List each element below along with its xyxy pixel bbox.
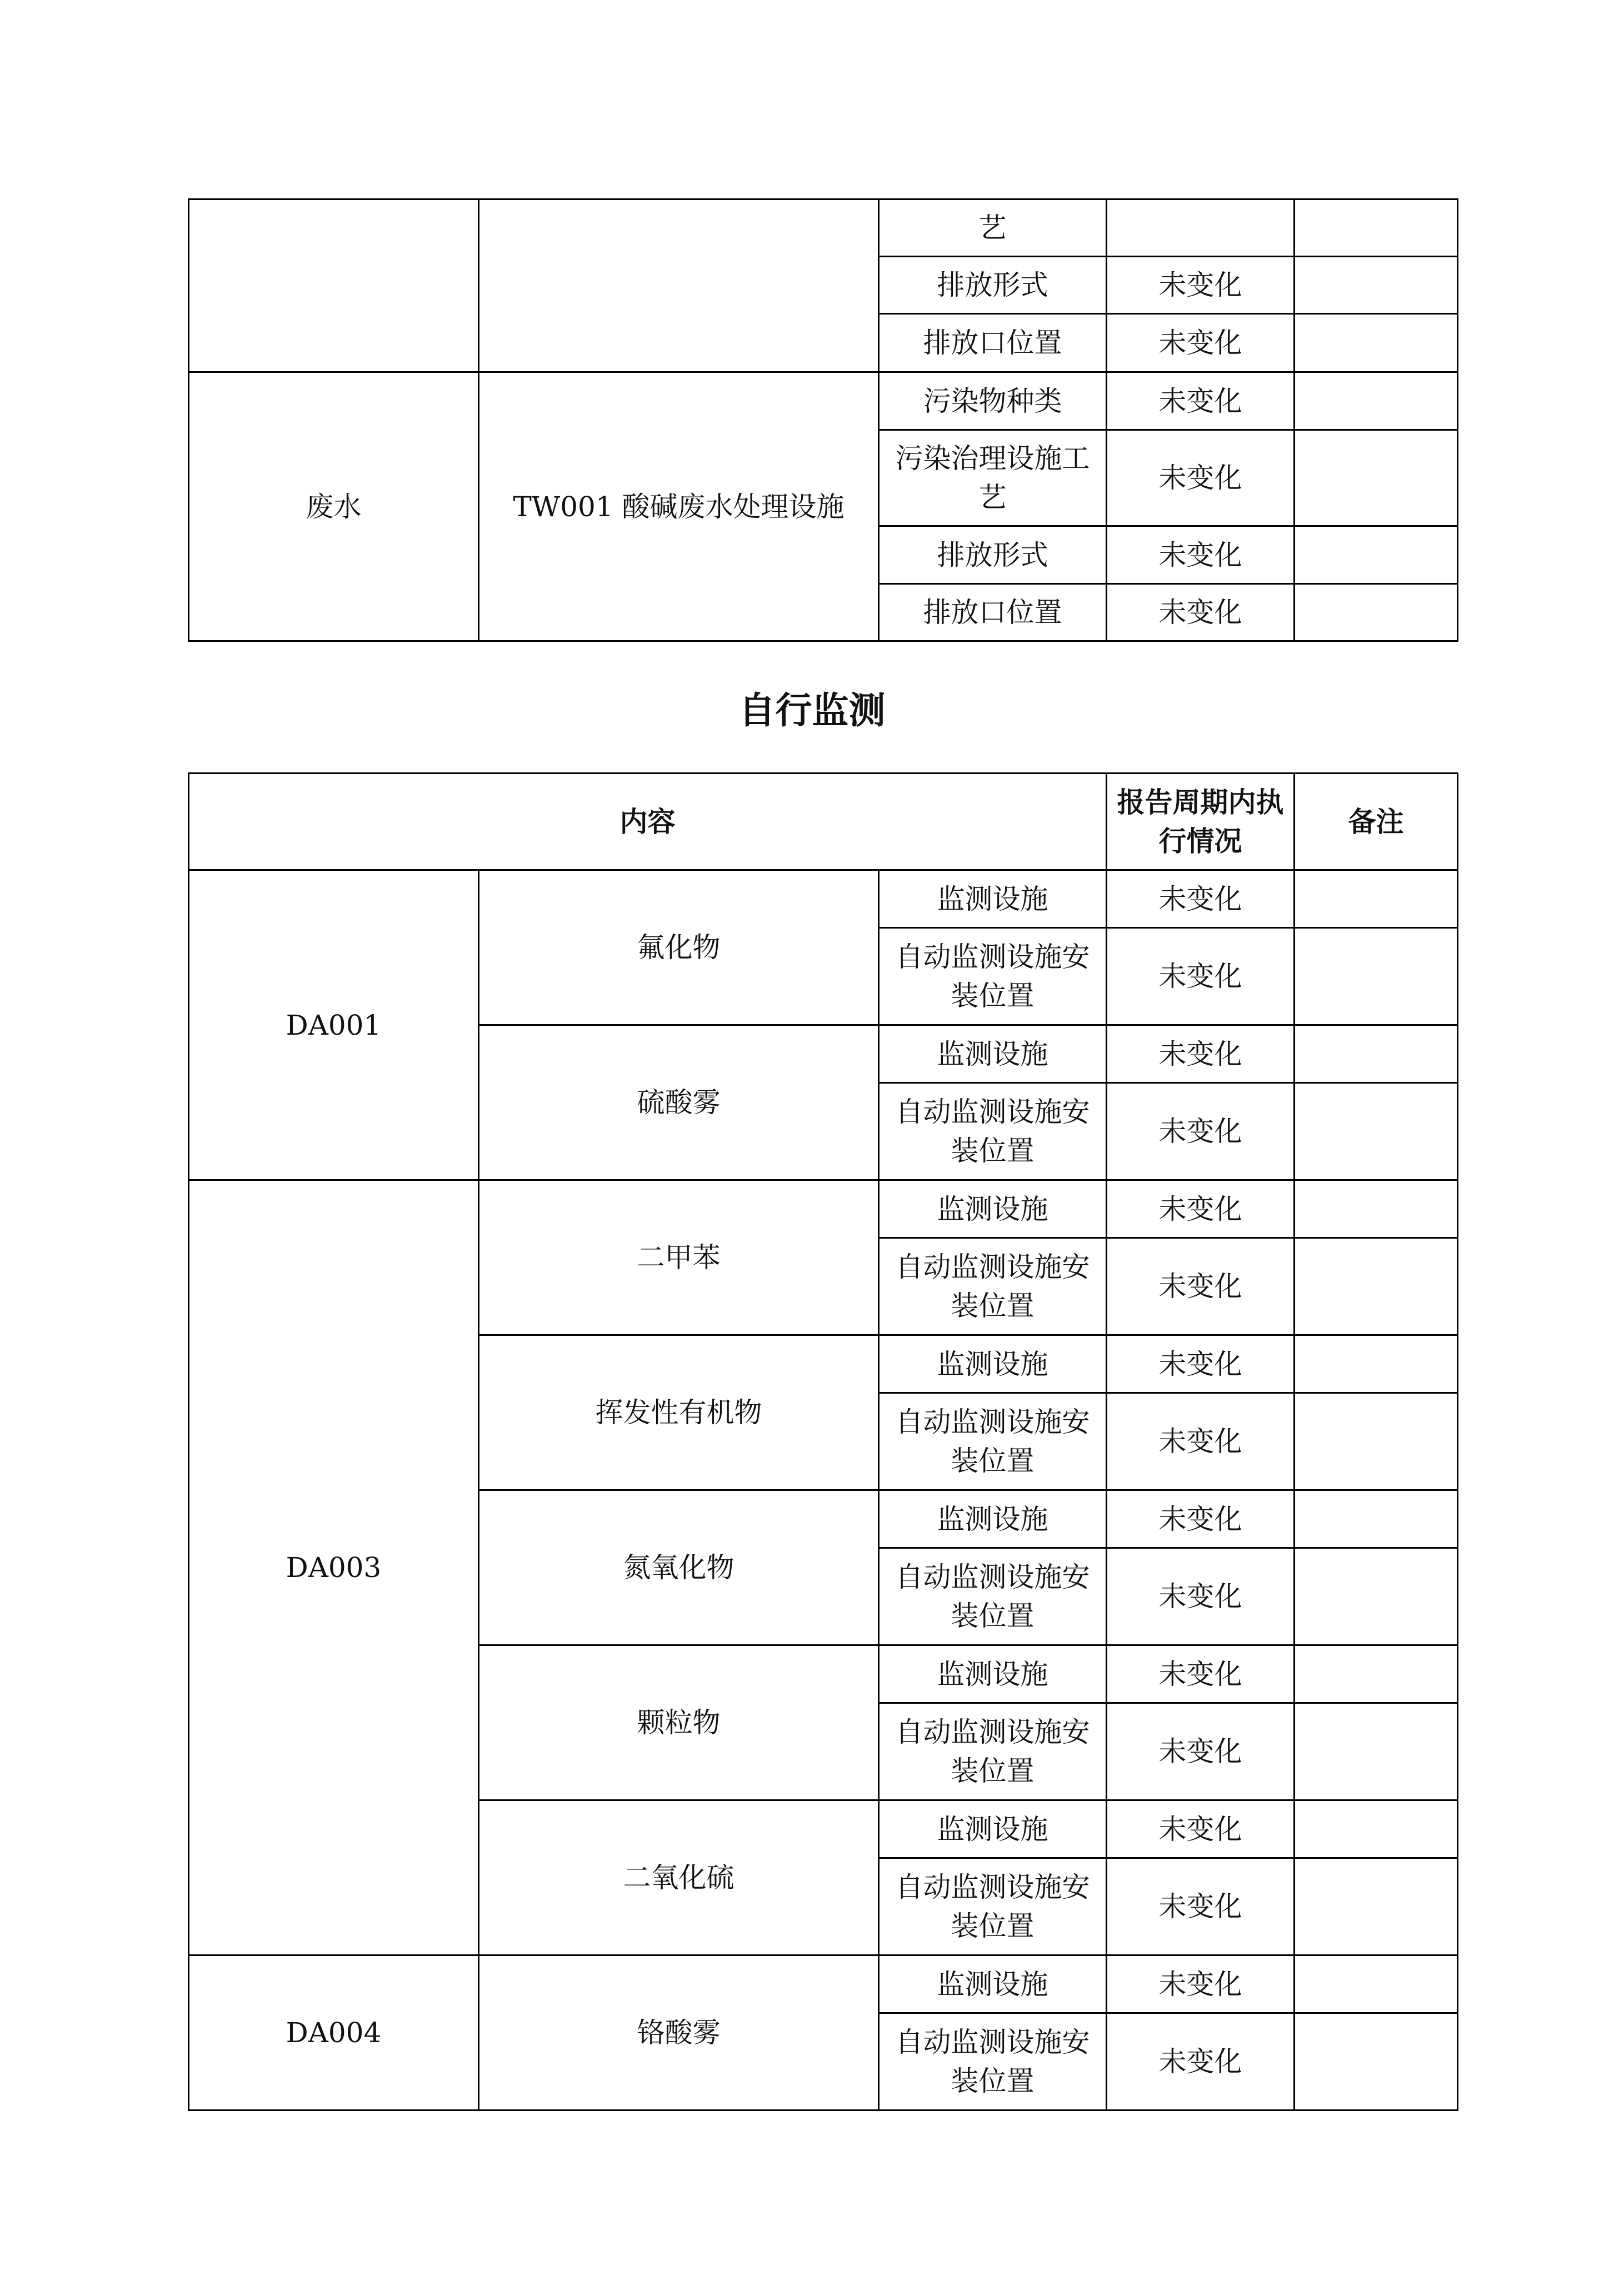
table-row — [189, 870, 1458, 928]
header-status: 报告周期内执行情况 — [1107, 774, 1295, 870]
item-cell: 排放口位置 — [879, 314, 1107, 372]
status-cell: 未变化 — [1107, 1800, 1295, 1858]
status-cell: 未变化 — [1107, 1393, 1295, 1490]
item-cell: 自动监测设施安装位置 — [879, 1548, 1107, 1645]
status-cell: 未变化 — [1107, 257, 1295, 314]
status-cell: 未变化 — [1107, 1645, 1295, 1703]
header-row — [189, 774, 1458, 870]
category-cell: 废水 — [189, 372, 479, 641]
self-monitoring-table — [188, 772, 1458, 2111]
pollutant-cell: 氟化物 — [479, 870, 879, 1025]
outlet-cell: DA001 — [189, 870, 479, 1180]
table-row — [189, 1180, 1458, 1238]
note-cell — [1295, 2013, 1458, 2111]
status-cell: 未变化 — [1107, 430, 1295, 526]
status-cell: 未变化 — [1107, 1335, 1295, 1393]
note-cell — [1295, 928, 1458, 1025]
item-cell: 排放口位置 — [879, 584, 1107, 641]
status-cell: 未变化 — [1107, 1083, 1295, 1180]
facility-change-table-continued — [188, 198, 1458, 642]
category-cell-empty — [189, 199, 479, 372]
note-cell — [1295, 1238, 1458, 1335]
note-cell — [1295, 870, 1458, 928]
status-cell: 未变化 — [1107, 526, 1295, 584]
status-cell: 未变化 — [1107, 1238, 1295, 1335]
status-cell: 未变化 — [1107, 584, 1295, 641]
item-cell: 排放形式 — [879, 257, 1107, 314]
note-cell — [1295, 1180, 1458, 1238]
note-cell — [1295, 1548, 1458, 1645]
note-cell — [1295, 314, 1458, 372]
status-cell: 未变化 — [1107, 1490, 1295, 1548]
facility-cell: TW001 酸碱废水处理设施 — [479, 372, 879, 641]
item-cell: 监测设施 — [879, 1335, 1107, 1393]
note-cell — [1295, 1083, 1458, 1180]
item-cell: 自动监测设施安装位置 — [879, 1083, 1107, 1180]
item-cell: 自动监测设施安装位置 — [879, 1238, 1107, 1335]
header-content: 内容 — [189, 774, 1107, 870]
item-cell: 监测设施 — [879, 870, 1107, 928]
item-cell: 自动监测设施安装位置 — [879, 1393, 1107, 1490]
table-row — [189, 372, 1458, 430]
note-cell — [1295, 1703, 1458, 1800]
pollutant-cell: 挥发性有机物 — [479, 1335, 879, 1490]
status-cell: 未变化 — [1107, 870, 1295, 928]
status-cell: 未变化 — [1107, 1703, 1295, 1800]
note-cell — [1295, 1335, 1458, 1393]
header-note: 备注 — [1295, 774, 1458, 870]
item-cell: 监测设施 — [879, 1955, 1107, 2013]
pollutant-cell: 颗粒物 — [479, 1645, 879, 1800]
item-cell: 自动监测设施安装位置 — [879, 2013, 1107, 2111]
status-cell: 未变化 — [1107, 928, 1295, 1025]
note-cell — [1295, 1858, 1458, 1955]
item-cell: 监测设施 — [879, 1800, 1107, 1858]
status-cell: 未变化 — [1107, 1025, 1295, 1083]
item-cell: 监测设施 — [879, 1490, 1107, 1548]
item-cell: 自动监测设施安装位置 — [879, 1858, 1107, 1955]
table-row — [189, 199, 1458, 257]
item-cell: 污染物种类 — [879, 372, 1107, 430]
section-title: 自行监测 — [738, 689, 886, 732]
note-cell — [1295, 372, 1458, 430]
status-cell: 未变化 — [1107, 1858, 1295, 1955]
status-cell: 未变化 — [1107, 2013, 1295, 2111]
note-cell — [1295, 584, 1458, 641]
facility-cell-empty — [479, 199, 879, 372]
note-cell — [1295, 1025, 1458, 1083]
pollutant-cell: 二甲苯 — [479, 1180, 879, 1335]
note-cell — [1295, 257, 1458, 314]
pollutant-cell: 二氧化硫 — [479, 1800, 879, 1955]
item-cell: 艺 — [879, 199, 1107, 257]
pollutant-cell: 硫酸雾 — [479, 1025, 879, 1180]
item-cell: 自动监测设施安装位置 — [879, 1703, 1107, 1800]
status-cell: 未变化 — [1107, 372, 1295, 430]
status-cell: 未变化 — [1107, 1180, 1295, 1238]
note-cell — [1295, 1393, 1458, 1490]
item-cell: 自动监测设施安装位置 — [879, 928, 1107, 1025]
item-cell: 监测设施 — [879, 1645, 1107, 1703]
table-row — [189, 1955, 1458, 2013]
item-cell: 污染治理设施工艺 — [879, 430, 1107, 526]
note-cell — [1295, 1955, 1458, 2013]
note-cell — [1295, 430, 1458, 526]
status-cell: 未变化 — [1107, 314, 1295, 372]
status-cell — [1107, 199, 1295, 257]
item-cell: 排放形式 — [879, 526, 1107, 584]
pollutant-cell: 铬酸雾 — [479, 1955, 879, 2111]
item-cell: 监测设施 — [879, 1180, 1107, 1238]
status-cell: 未变化 — [1107, 1955, 1295, 2013]
note-cell — [1295, 1490, 1458, 1548]
item-cell: 监测设施 — [879, 1025, 1107, 1083]
outlet-cell: DA004 — [189, 1955, 479, 2111]
note-cell — [1295, 1645, 1458, 1703]
status-cell: 未变化 — [1107, 1548, 1295, 1645]
pollutant-cell: 氮氧化物 — [479, 1490, 879, 1645]
note-cell — [1295, 526, 1458, 584]
note-cell — [1295, 199, 1458, 257]
note-cell — [1295, 1800, 1458, 1858]
outlet-cell: DA003 — [189, 1180, 479, 1955]
